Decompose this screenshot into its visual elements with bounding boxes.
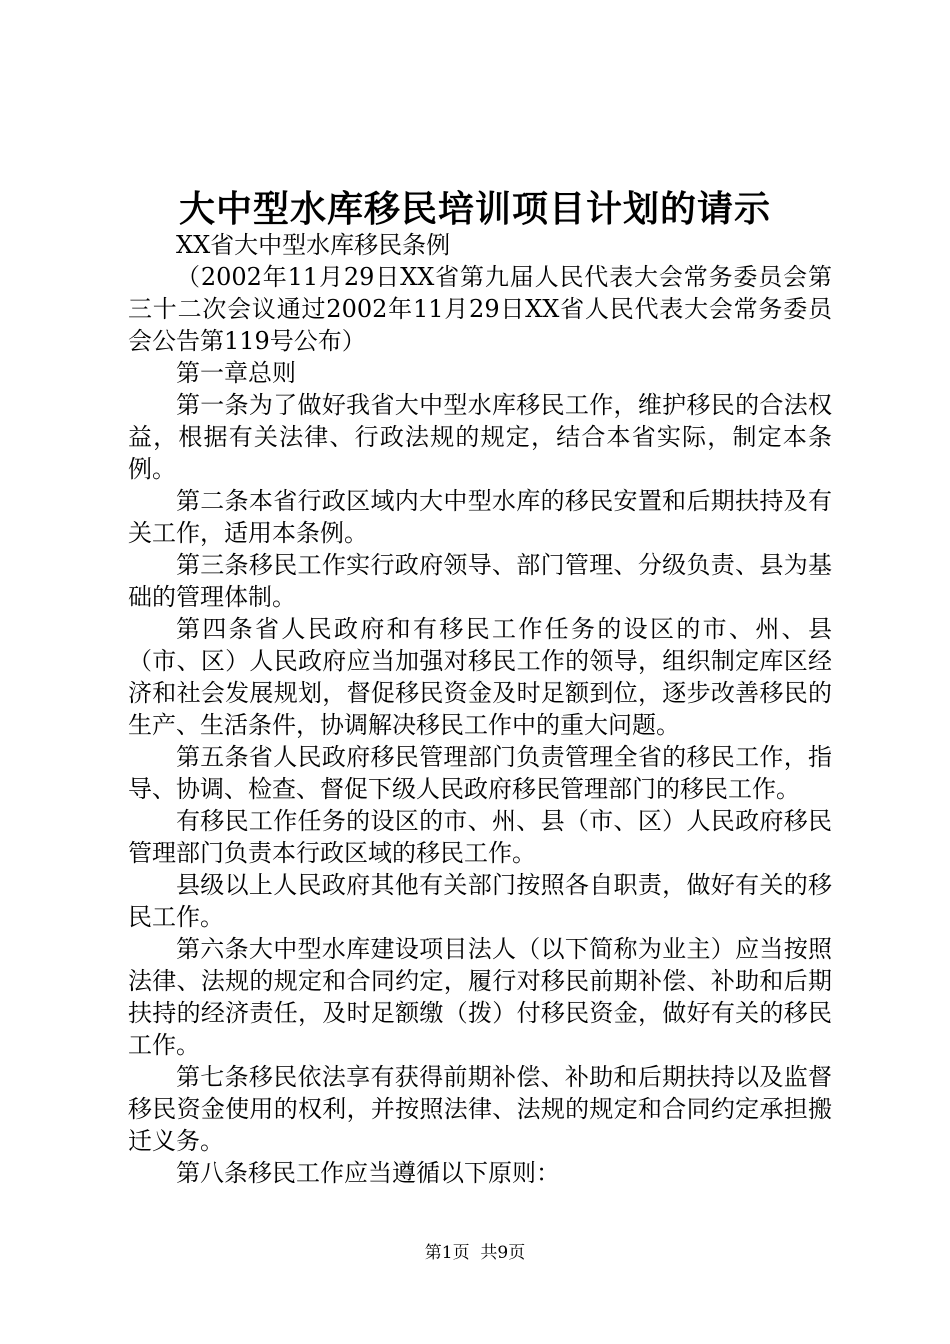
document-paragraph: 第八条移民工作应当遵循以下原则： <box>176 1159 560 1187</box>
document-paragraph: （2002年11月29日XX省第九届人民代表大会常务委员会第三十二次会议通过2002年11月29日XX省人民代表大会常务委员会公告第119号公布） <box>128 263 832 355</box>
document-paragraph: 第二条本省行政区域内大中型水库的移民安置和后期扶持及有关工作，适用本条例。 <box>128 487 832 547</box>
document-title: 大中型水库移民培训项目计划的请示 <box>178 188 771 230</box>
document-paragraph: 第四条省人民政府和有移民工作任务的设区的市、州、县（市、区）人民政府应当加强对移民工作的领导，组织制定库区经济和社会发展规划，督促移民资金及时足额到位，逐步改善移民的生产、生活条件，协调解决移民工作中的重大问题。 <box>128 615 832 739</box>
document-paragraph: 县级以上人民政府其他有关部门按照各自职责，做好有关的移民工作。 <box>128 871 832 931</box>
document-paragraph: 第七条移民依法享有获得前期补偿、补助和后期扶持以及监督移民资金使用的权利，并按照法律、法规的规定和合同约定承担搬迁义务。 <box>128 1063 832 1155</box>
document-body <box>128 229 832 1189</box>
page-number-footer: 第1页 共9页 <box>424 1243 526 1263</box>
document-paragraph: 有移民工作任务的设区的市、州、县（市、区）人民政府移民管理部门负责本行政区域的移民工作。 <box>128 807 832 867</box>
document-paragraph: 第六条大中型水库建设项目法人（以下简称为业主）应当按照法律、法规的规定和合同约定，履行对移民前期补偿、补助和后期扶持的经济责任，及时足额缴（拨）付移民资金，做好有关的移民工作。 <box>128 935 832 1059</box>
document-paragraph: 第一条为了做好我省大中型水库移民工作，维护移民的合法权益，根据有关法律、行政法规的规定，结合本省实际，制定本条例。 <box>128 391 832 483</box>
document-paragraph: 第五条省人民政府移民管理部门负责管理全省的移民工作，指导、协调、检查、督促下级人民政府移民管理部门的移民工作。 <box>128 743 832 803</box>
document-paragraph: XX省大中型水库移民条例 <box>176 231 451 259</box>
document-paragraph: 第一章总则 <box>176 359 296 387</box>
document-paragraph: 第三条移民工作实行政府领导、部门管理、分级负责、县为基础的管理体制。 <box>128 551 832 611</box>
